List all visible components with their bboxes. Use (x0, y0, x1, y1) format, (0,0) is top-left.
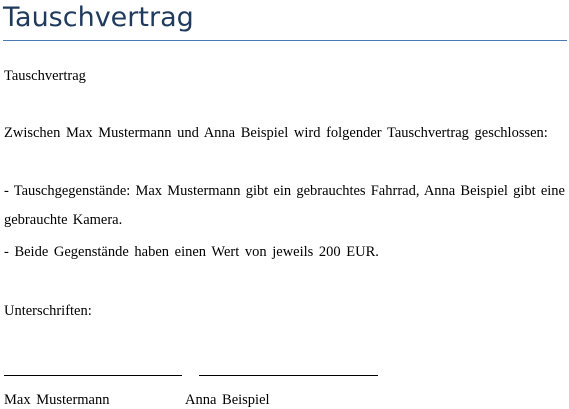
signatures-label: Unterschriften: (4, 303, 92, 319)
title-underline (3, 40, 567, 41)
contract-item-exchange-goods: - Tauschgegenstände: Max Mustermann gibt ein gebrauchtes Fahrrad, Anna Beispiel gibt eine gebrauchte Kamera. (4, 183, 565, 228)
contract-item-value: - Beide Gegenstände haben einen Wert von jeweils 200 EUR. (4, 244, 379, 260)
document-title: Tauschvertrag (3, 2, 194, 33)
signature-line-max (4, 375, 182, 376)
contract-heading: Tauschvertrag (4, 68, 86, 84)
signature-line-anna (199, 375, 378, 376)
contract-intro: Zwischen Max Mustermann und Anna Beispiel wird folgender Tauschvertrag geschlossen: (4, 125, 548, 141)
signatory-name-anna: Anna Beispiel (185, 392, 270, 408)
signatory-name-max: Max Mustermann (4, 392, 110, 408)
